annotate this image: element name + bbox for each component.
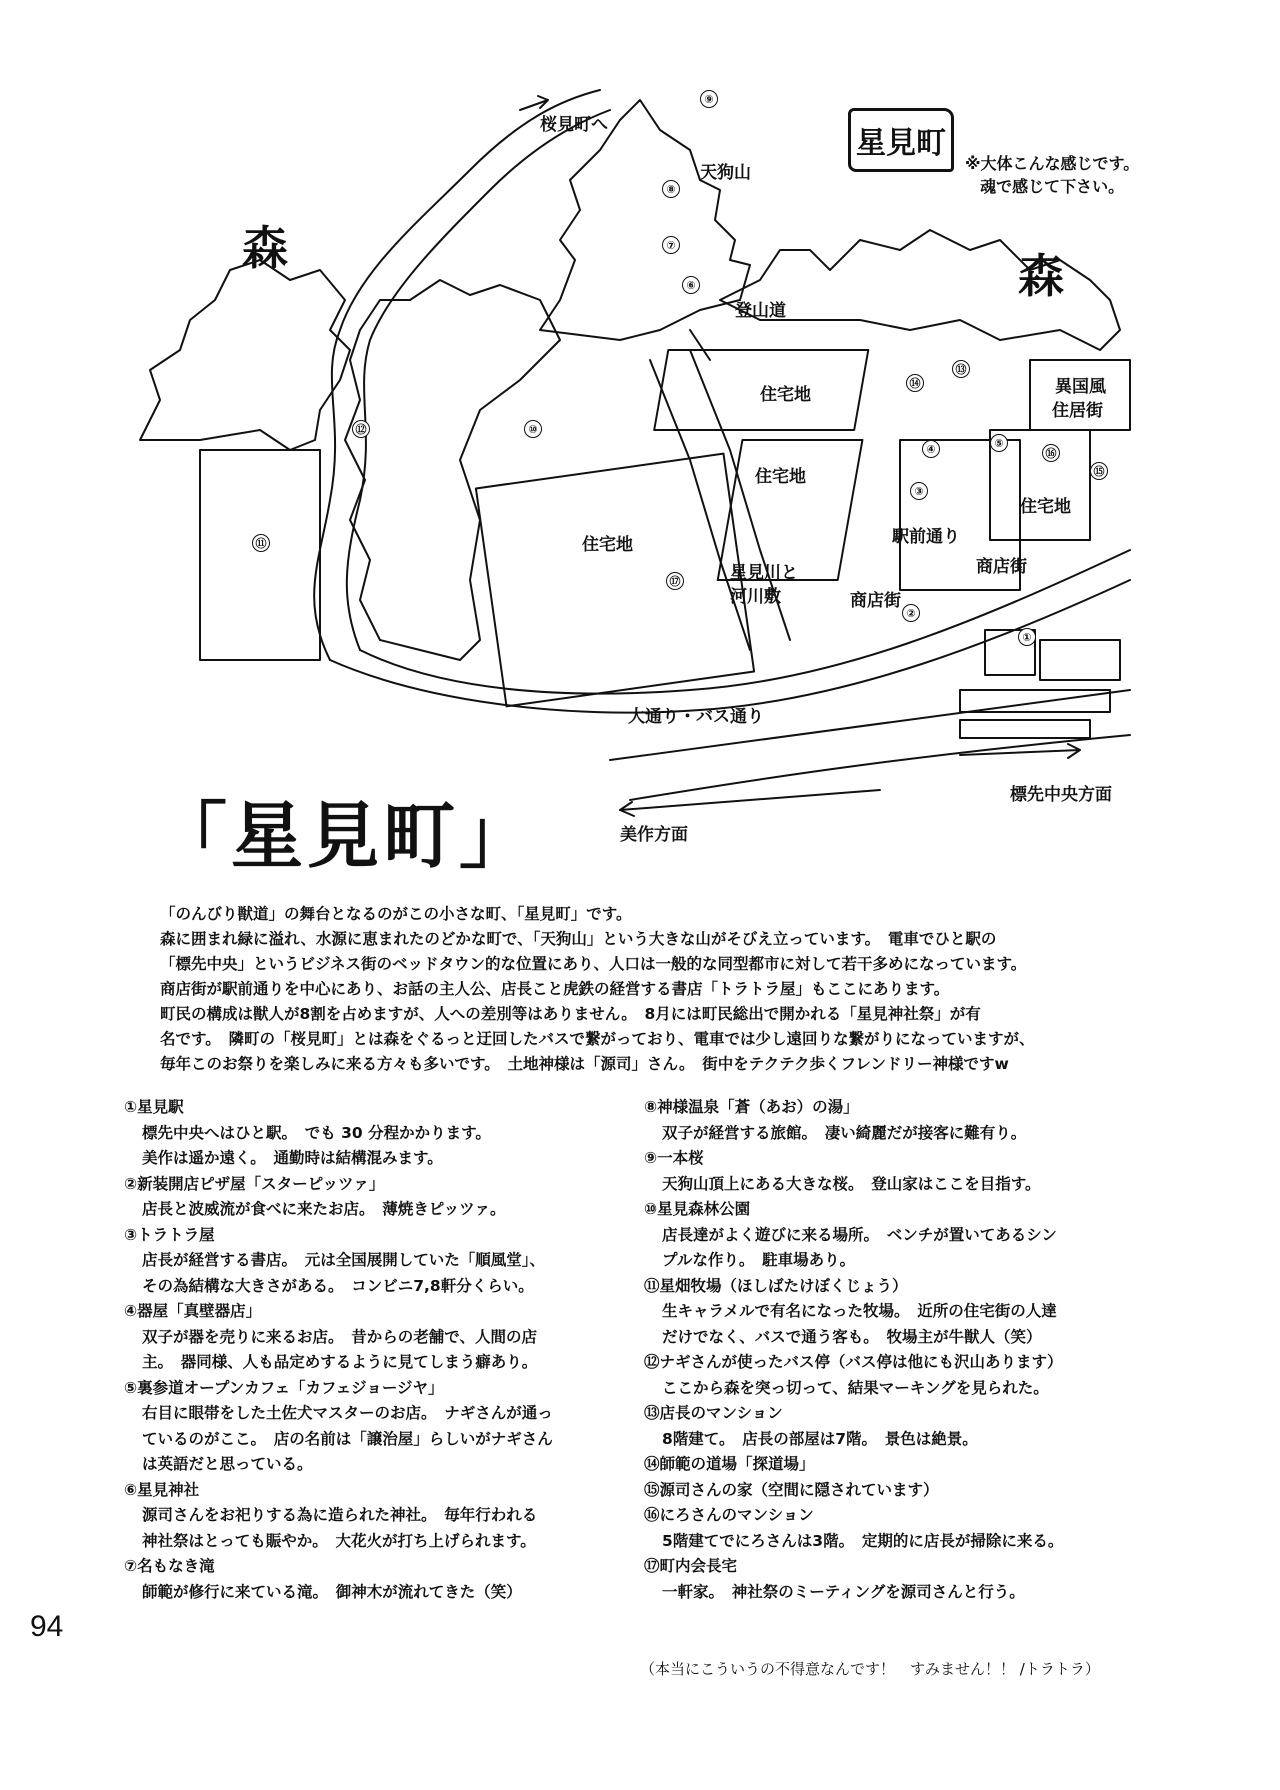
- legend-desc: 源司さんをお祀りする為に造られた神社。 毎年行われる: [142, 1506, 538, 1524]
- legend-item-13: [644, 1401, 1164, 1452]
- map-label-hyosaki: 標先中央方面: [1010, 785, 1112, 805]
- legend-head: ⑰町内会長宅: [644, 1557, 738, 1575]
- legend-head: ⑯にろさんのマンション: [644, 1506, 814, 1524]
- map-marker-1: ①: [1018, 628, 1036, 646]
- legend-desc: 店長達がよく遊びに来る場所。 ベンチが置いてあるシン: [662, 1225, 1057, 1244]
- legend-head: ④器屋「真壁器店」: [124, 1302, 262, 1320]
- map-marker-2: ②: [902, 604, 920, 622]
- map-label-shopping-2: 商店街: [850, 591, 901, 611]
- legend-head: ⑬店長のマンション: [644, 1404, 783, 1422]
- legend-item-4: [124, 1299, 634, 1376]
- legend-desc: 標先中央へはひと駅。 でも 30 分程かかります。: [142, 1123, 491, 1142]
- legend-head: ⑦名もなき滝: [124, 1557, 215, 1575]
- legend-desc: 美作は遥か遠く。 通勤時は結構混みます。: [142, 1149, 443, 1167]
- map-marker-4: ④: [922, 440, 940, 458]
- legend-desc: 店長が経営する書店。 元は全国展開していた「順風堂」、: [142, 1251, 546, 1269]
- road-sakuramicho: [314, 90, 600, 660]
- legend-desc: 生キャラメルで有名になった牧場。 近所の住宅街の人達: [662, 1302, 1057, 1320]
- intro-line: 名です。 隣町の「桜見町」とは森をぐるっと迂回したバスで繋がっており、電車では少し遠回りな繋がりになっていますが、: [160, 1030, 1035, 1048]
- map-marker-5: ⑤: [990, 434, 1008, 452]
- map-marker-12: ⑫: [352, 420, 370, 438]
- map-label-residential-1: 住宅地: [760, 385, 811, 405]
- legend-right: [644, 1095, 1164, 1605]
- legend-item-3: [124, 1223, 634, 1300]
- page-number: 94: [30, 1610, 64, 1643]
- map-marker-10: ⑩: [524, 420, 542, 438]
- legend-desc: 一軒家。 神社祭のミーティングを源司さんと行う。: [662, 1582, 1025, 1601]
- map-label-sakuramicho: 桜見町へ: [540, 115, 608, 135]
- legend-left: [124, 1095, 634, 1605]
- block-residential-main: [476, 454, 754, 707]
- legend-head: ⑤裏参道オープンカフェ「カフェジョージヤ」: [124, 1378, 444, 1397]
- legend-desc: ここから森を突っ切って、結果マーキングを見られた。: [662, 1378, 1049, 1397]
- legend-item-11: [644, 1274, 1164, 1351]
- map-note-line-1: ※大体こんな感じです。: [965, 154, 1140, 173]
- legend-item-17: [644, 1554, 1164, 1605]
- map-marker-16: ⑯: [1042, 444, 1060, 462]
- block-ranch: [200, 450, 320, 660]
- town-map: [0, 0, 1280, 845]
- legend-desc: ているのがここ。 店の名前は「譲治屋」らしいがナギさん: [142, 1429, 553, 1448]
- map-label-foreign-2: 住居街: [1052, 401, 1103, 421]
- intro-line: 町民の構成は獣人が8割を占めますが、人への差別等はありません。 8月には町民総出で開かれる「星見神社祭」が有: [160, 1005, 981, 1023]
- page-title: 「星見町」: [155, 794, 536, 878]
- legend-item-5: [124, 1376, 634, 1478]
- legend-head: ⑧神様温泉「蒼（あお）の湯」: [644, 1098, 859, 1116]
- train: [960, 720, 1090, 738]
- map-label-tozando: 登山道: [735, 301, 786, 321]
- legend-desc: 5階建てでにろさんは3階。 定期的に店長が掃除に来る。: [662, 1531, 1064, 1550]
- map-label-shopping-1: 商店街: [976, 557, 1027, 577]
- map-title: 星見町: [848, 108, 954, 172]
- map-label-residential-4: 住宅地: [582, 535, 633, 555]
- legend-desc: その為結構な大きさがある。 コンビニ7,8軒分くらい。: [142, 1276, 534, 1295]
- legend-head: ⑪星畑牧場（ほしばたけぼくじょう）: [644, 1276, 908, 1295]
- legend-item-7: [124, 1554, 634, 1605]
- legend-desc: は英語だと思っている。: [142, 1455, 313, 1473]
- map-label-residential-3: 住宅地: [1020, 497, 1071, 517]
- legend-desc: プルな作り。 駐車場あり。: [662, 1251, 856, 1269]
- legend-item-15: [644, 1478, 1164, 1504]
- map-marker-15: ⑮: [1090, 462, 1108, 480]
- legend-item-1: [124, 1095, 634, 1172]
- map-marker-11: ⑪: [252, 534, 270, 552]
- map-marker-6: ⑥: [682, 276, 700, 294]
- arrow-mimasaka: [620, 790, 880, 816]
- legend-head: ⑨一本桜: [644, 1149, 704, 1167]
- legend-desc: 右目に眼帯をした土佐犬マスターのお店。 ナギさんが通っ: [142, 1404, 553, 1422]
- legend-desc: 神社祭はとっても賑やか。 大花火が打ち上げられます。: [142, 1531, 536, 1550]
- map-marker-9: ⑨: [700, 90, 718, 108]
- legend-head: ③トラトラ屋: [124, 1225, 215, 1244]
- map-marker-7: ⑦: [662, 236, 680, 254]
- map-label-residential-2: 住宅地: [755, 467, 806, 487]
- map-marker-14: ⑭: [906, 374, 924, 392]
- legend-item-6: [124, 1478, 634, 1555]
- legend-item-14: [644, 1452, 1164, 1478]
- intro-line: 森に囲まれ緑に溢れ、水源に恵まれたのどかな町で、「天狗山」という大きな山がそびえ立っています。 電車でひと駅の: [160, 930, 997, 948]
- map-label-tengu: 天狗山: [700, 163, 751, 183]
- intro-text: [160, 902, 1160, 1077]
- legend-desc: 双子が器を売りに来るお店。 昔からの老舗で、人間の店: [142, 1327, 537, 1346]
- legend-desc: 店長と波威流が食べに来たお店。 薄焼きピッツァ。: [142, 1200, 506, 1218]
- map-marker-17: ⑰: [666, 572, 684, 590]
- map-label-foreign-1: 異国風: [1055, 377, 1106, 397]
- legend-head: ⑫ナギさんが使ったバス停（バス停は他にも沢山あります）: [644, 1353, 1063, 1371]
- map-label-mimasaka: 美作方面: [620, 825, 688, 845]
- legend-item-12: [644, 1350, 1164, 1401]
- map-marker-8: ⑧: [662, 180, 680, 198]
- legend-desc: だけでなく、バスで通う客も。 牧場主が牛獣人（笑）: [662, 1327, 1042, 1346]
- legend-head: ⑮源司さんの家（空間に隠されています）: [644, 1480, 939, 1499]
- map-note-line-2: 魂で感じて下さい。: [980, 177, 1125, 196]
- legend-head: ⑭師範の道場「探道場」: [644, 1455, 815, 1473]
- intro-line: 「のんびり獣道」の舞台となるのがこの小さな町、「星見町」です。: [160, 905, 632, 923]
- legend-item-9: [644, 1146, 1164, 1197]
- map-note: [965, 152, 1139, 198]
- legend-item-10: [644, 1197, 1164, 1274]
- forest-left-label: 森: [242, 221, 288, 275]
- intro-line: 毎年このお祭りを楽しみに来る方々も多いです。 土地神様は「源司」さん。 街中をテクテク歩くフレンドリー神様ですw: [160, 1055, 1009, 1073]
- legend-head: ①星見駅: [124, 1098, 184, 1116]
- legend-desc: 主。 器同様、人も品定めするように見てしまう癖あり。: [142, 1353, 538, 1371]
- mountain-outline: [540, 100, 750, 340]
- legend-head: ⑩星見森林公園: [644, 1200, 751, 1218]
- legend-desc: 師範が修行に来ている滝。 御神木が流れてきた（笑）: [142, 1582, 522, 1601]
- legend-item-8: [644, 1095, 1164, 1146]
- forest-left-outline: [140, 260, 350, 450]
- intro-line: 「標先中央」というビジネス街のベッドタウン的な位置にあり、人口は一般的な同型都市に対して若干多めになっています。: [160, 955, 1027, 973]
- legend-desc: 双子が経営する旅館。 凄い綺麗だが接客に難有り。: [662, 1123, 1027, 1142]
- legend-item-16: [644, 1503, 1164, 1554]
- map-marker-13: ⑬: [952, 360, 970, 378]
- legend-head: ⑥星見神社: [124, 1480, 200, 1499]
- map-label-river-2: 河川敷: [730, 587, 781, 607]
- forest-right-label: 森: [1018, 249, 1064, 303]
- legend-head: ②新装開店ピザ屋「スターピッツァ」: [124, 1174, 385, 1193]
- intro-line: 商店街が駅前通りを中心にあり、お話の主人公、店長こと虎鉄の経営する書店「トラトラ屋」もここにあります。: [160, 980, 950, 998]
- legend-desc: 8階建て。 店長の部屋は7階。 景色は絶景。: [662, 1429, 978, 1448]
- map-label-ekimae: 駅前通り: [892, 527, 960, 547]
- legend-item-2: [124, 1172, 634, 1223]
- legend-desc: 天狗山頂上にある大きな桜。 登山家はここを目指す。: [662, 1174, 1041, 1193]
- footer-note: （本当にこういうの不得意なんです！ すみません！！ /トラトラ）: [640, 1660, 1100, 1678]
- forest-middle-outline: [345, 280, 560, 660]
- map-marker-3: ③: [910, 482, 928, 500]
- map-label-main-road: 大通り・バス通り: [628, 707, 764, 727]
- map-label-river-1: 星見川と: [730, 563, 798, 583]
